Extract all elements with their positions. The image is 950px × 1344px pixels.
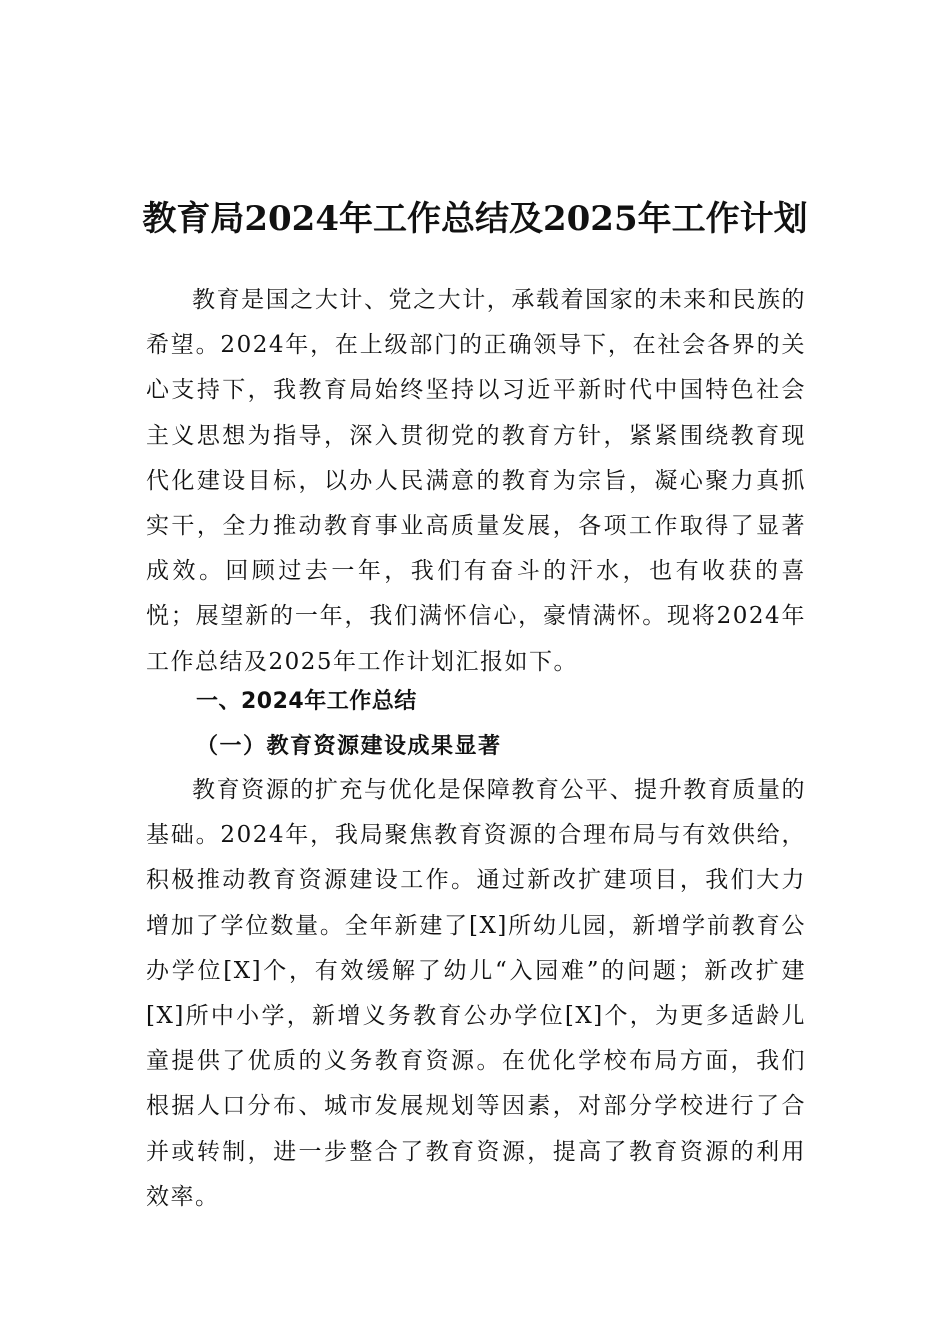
intro-paragraph: 教育是国之大计、党之大计，承载着国家的未来和民族的希望。2024年，在上级部门的正确领导下，在社会各界的关心支持下，我教育局始终坚持以习近平新时代中国特色社会主义思想为指导，深入贯彻党的教育方针，紧紧围绕教育现代化建设目标，以办人民满意的教育为宗旨，凝心聚力真抓实干，全力推动教育事业高质量发展，各项工作取得了显著成效。回顾过去一年，我们有奋斗的汗水，也有收获的喜悦；展望新的一年，我们满怀信心，豪情满怀。现将2024年工作总结及2025年工作计划汇报如下。 [146, 287, 806, 675]
subsection-heading: （一）教育资源建设成果显著 [196, 733, 502, 759]
document-title: 教育局2024年工作总结及2025年工作计划 [142, 198, 808, 239]
section-paragraph: 教育资源的扩充与优化是保障教育公平、提升教育质量的基础。2024年，我局聚焦教育资源的合理布局与有效供给，积极推动教育资源建设工作。通过新改扩建项目，我们大力增加了学位数量。全年新建了[X]所幼儿园，新增学前教育公办学位[X]个，有效缓解了幼儿“入园难”的问题；新改扩建[X]所中小学，新增义务教育公办学位[X]个，为更多适龄儿童提供了优质的义务教育资源。在优化学校布局方面，我们根据人口分布、城市发展规划等因素，对部分学校进行了合并或转制，进一步整合了教育资源，提高了教育资源的利用效率。 [146, 777, 806, 1210]
section-heading: 一、2024年工作总结 [196, 689, 417, 714]
